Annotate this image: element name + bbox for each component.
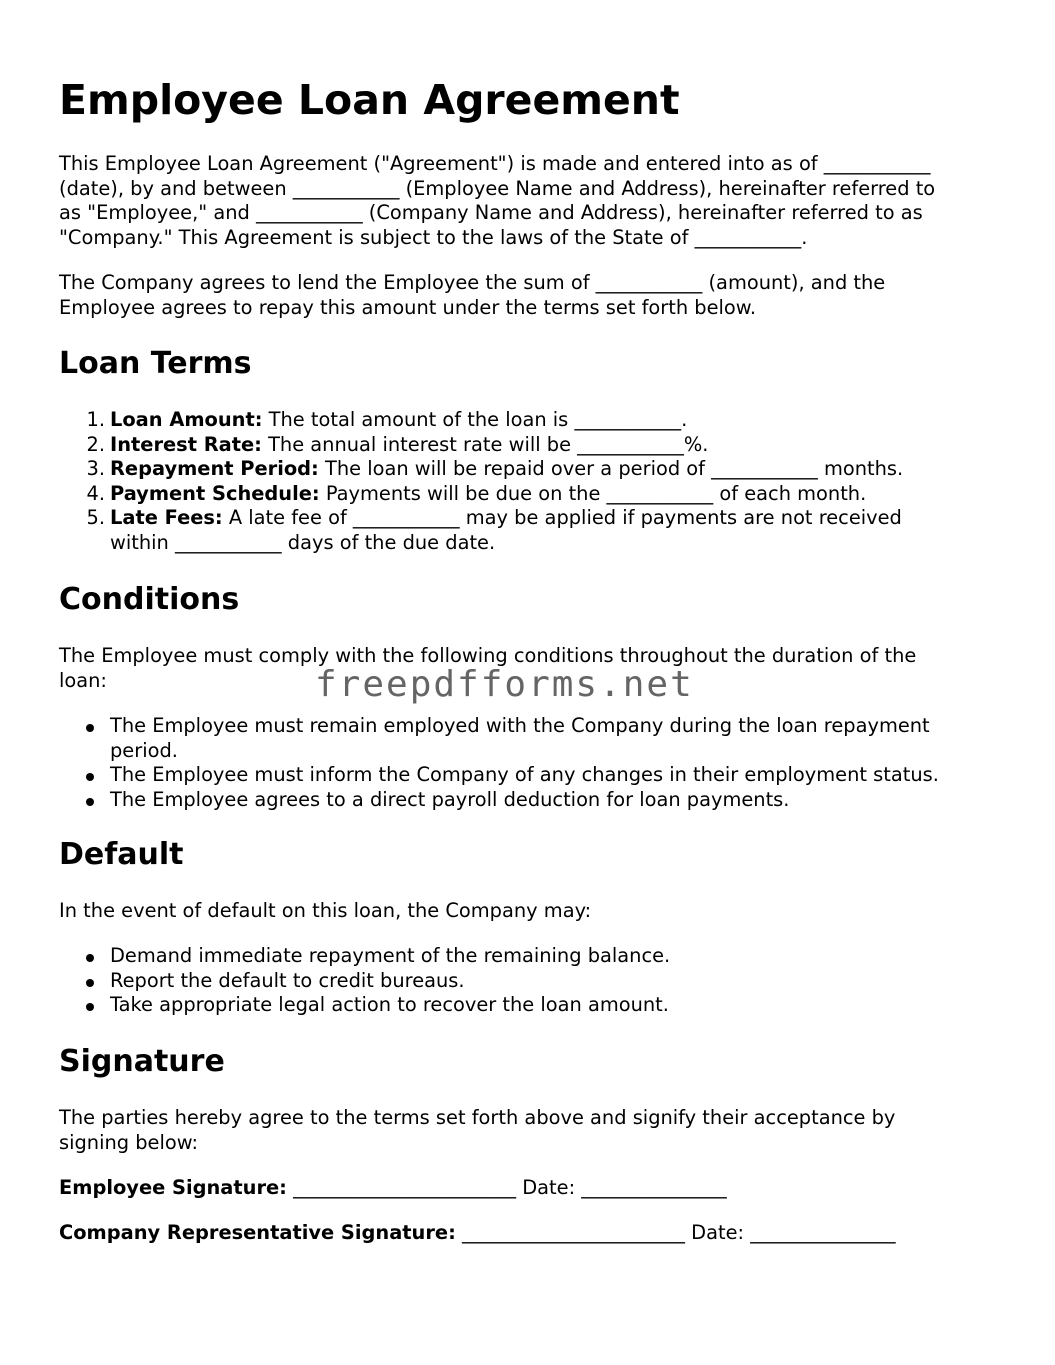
list-item — [59, 482, 1004, 507]
list-item — [59, 969, 1004, 994]
term-text: A late fee of ___________ may be applied if payments are not received — [222, 506, 902, 530]
intro-line: as "Employee," and ___________ (Company Name and Address), hereinafter referred to as — [59, 201, 923, 225]
list-item — [59, 714, 1004, 763]
bullet-icon — [86, 773, 94, 781]
list-item — [59, 506, 1004, 555]
employee-signature-label: Employee Signature: — [59, 1176, 287, 1199]
default-item-text: Take appropriate legal action to recover the loan amount. — [110, 993, 669, 1017]
bullet-icon — [86, 798, 94, 806]
intro-line: This Employee Loan Agreement ("Agreement") is made and entered into as of ___________ — [59, 152, 931, 175]
employee-signature-field[interactable]: _______________________ Date: _______________ — [286, 1176, 727, 1199]
list-item — [59, 457, 1004, 482]
term-label: Payment Schedule: — [110, 481, 320, 505]
default-heading: Default — [59, 837, 184, 872]
default-item-text: Demand immediate repayment of the remaining balance. — [110, 944, 671, 967]
intro-line: (date), by and between ___________ (Employee Name and Address), hereinafter referred to — [59, 176, 936, 200]
default-intro: In the event of default on this loan, the Company may: — [59, 899, 592, 922]
intro-line: "Company." This Agreement is subject to the laws of the State of ___________. — [59, 225, 808, 249]
term-text: Payments will be due on the ___________ of each month. — [319, 481, 867, 505]
list-item — [59, 788, 1004, 813]
bullet-icon — [86, 954, 94, 962]
signature-heading: Signature — [59, 1044, 225, 1079]
term-text-continued: within ___________ days of the due date. — [110, 530, 496, 554]
term-label: Interest Rate: — [110, 432, 262, 456]
condition-text-continued: period. — [110, 738, 178, 762]
term-text: The loan will be repaid over a period of ___________ months. — [318, 457, 904, 481]
bullet-icon — [86, 1003, 94, 1011]
list-item — [59, 408, 1004, 433]
list-number: 5. — [86, 506, 105, 530]
company-signature-label: Company Representative Signature: — [59, 1221, 456, 1244]
list-number: 4. — [86, 481, 105, 505]
condition-text: The Employee agrees to a direct payroll deduction for loan payments. — [110, 787, 790, 811]
list-item — [59, 993, 1004, 1018]
list-number: 3. — [86, 457, 105, 481]
intro-paragraph — [59, 152, 1004, 250]
watermark: freepdfforms.net — [315, 664, 694, 705]
loan-terms-heading: Loan Terms — [59, 346, 252, 381]
term-text: The total amount of the loan is ___________. — [262, 408, 688, 431]
condition-text: The Employee must inform the Company of any changes in their employment status. — [110, 763, 939, 787]
signature-intro-line: signing below: — [59, 1130, 199, 1154]
signature-intro-line: The parties hereby agree to the terms set forth above and signify their acceptance by — [59, 1106, 896, 1129]
conditions-heading: Conditions — [59, 582, 240, 617]
term-text: The annual interest rate will be ___________%. — [261, 432, 709, 456]
default-item-text: Report the default to credit bureaus. — [110, 968, 465, 992]
company-signature-line — [59, 1221, 896, 1246]
conditions-list — [59, 714, 1004, 812]
lend-line: The Company agrees to lend the Employee the sum of ___________ (amount), and the — [59, 271, 886, 294]
list-number: 2. — [86, 432, 105, 456]
list-item — [59, 763, 1004, 788]
bullet-icon — [86, 724, 94, 732]
default-list — [59, 944, 1004, 1018]
lend-line: Employee agrees to repay this amount under the terms set forth below. — [59, 295, 757, 319]
list-number: 1. — [86, 408, 105, 431]
list-item — [59, 433, 1004, 458]
condition-text: The Employee must remain employed with the Company during the loan repayment — [110, 714, 930, 737]
document-title: Employee Loan Agreement — [59, 76, 680, 124]
company-signature-field[interactable]: _______________________ Date: _______________ — [455, 1221, 896, 1244]
term-label: Repayment Period: — [110, 457, 319, 481]
signature-intro — [59, 1106, 1004, 1155]
term-label: Loan Amount: — [110, 408, 263, 431]
term-label: Late Fees: — [110, 506, 223, 530]
list-item — [59, 944, 1004, 969]
conditions-intro-line: loan: — [59, 668, 107, 692]
bullet-icon — [86, 979, 94, 987]
conditions-intro-line: The Employee must comply with the following conditions throughout the duration of the — [59, 644, 917, 667]
loan-terms-list — [59, 408, 1004, 556]
employee-signature-line — [59, 1176, 727, 1201]
lend-paragraph — [59, 271, 1004, 320]
